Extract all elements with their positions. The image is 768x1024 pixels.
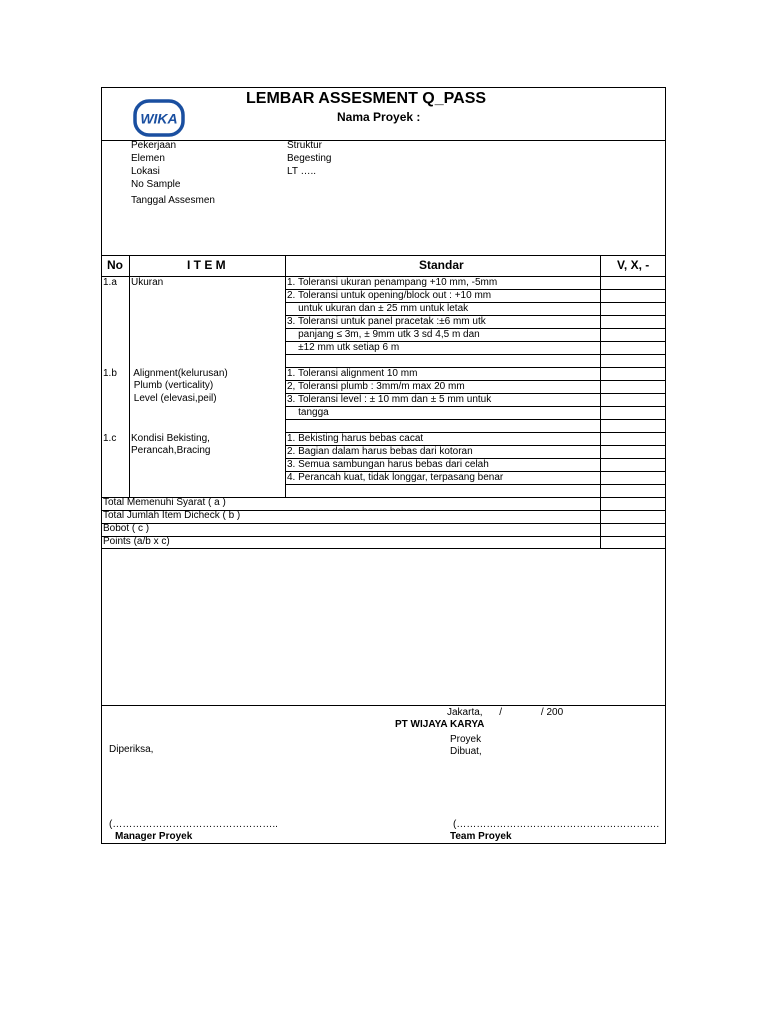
standar-1c-line-3: 3. Semua sambungan harus bebas dari celah	[287, 459, 489, 470]
company-name: PT WIJAYA KARYA	[395, 719, 485, 730]
standar-1b-line-1: 1. Toleransi alignment 10 mm	[287, 368, 418, 379]
dibuat-label: Dibuat,	[450, 746, 482, 757]
place-date: Jakarta, / / 200	[447, 707, 564, 718]
standar-1b-line-4: tangga	[287, 407, 329, 418]
row-item-1b-line-1: Alignment(kelurusan)	[131, 368, 228, 379]
page-title: LEMBAR ASSESMENT Q_PASS	[246, 90, 487, 107]
wika-logo	[133, 99, 185, 137]
standar-1c-line-1: 1. Bekisting harus bebas cacat	[287, 433, 424, 444]
wika-logo-text: WIKA	[140, 110, 178, 127]
standar-1a-line-2: 2. Toleransi untuk opening/block out : +10 mm	[287, 290, 492, 301]
col-header-no: No	[107, 258, 123, 272]
project-name-label: Nama Proyek :	[337, 110, 421, 124]
standar-1a-line-1: 1. Toleransi ukuran penampang +10 mm, -5mm	[287, 277, 498, 288]
info-value-lokasi: LT …..	[287, 166, 317, 177]
standar-1a-line-4: 3. Toleransi untuk panel pracetak :±6 mm utk	[287, 316, 486, 327]
row-item-1c-line-2: Perancah,Bracing	[131, 445, 211, 456]
info-label-lokasi: Lokasi	[131, 166, 160, 177]
signature-line-left: (…………………………………………..	[109, 819, 278, 830]
signature-line-right: (…………………………………………………….	[453, 819, 660, 830]
standar-1a-line-5: panjang ≤ 3m, ± 9mm utk 3 sd 4,5 m dan	[287, 329, 480, 340]
row-no-1a: 1.a	[103, 277, 117, 288]
info-label-no-sample: No Sample	[131, 179, 181, 190]
row-item-1a: Ukuran	[131, 277, 164, 288]
info-label-pekerjaan: Pekerjaan	[131, 140, 177, 151]
role-team-proyek: Team Proyek	[450, 831, 512, 842]
diperiksa-label: Diperiksa,	[109, 744, 154, 755]
row-item-1b-line-3: Level (elevasi,peil)	[131, 393, 217, 404]
standar-1c-line-4: 4. Perancah kuat, tidak longgar, terpasang benar	[287, 472, 504, 483]
bobot: Bobot ( c )	[103, 523, 150, 534]
assessment-sheet	[101, 87, 666, 844]
total-jumlah-item: Total Jumlah Item Dicheck ( b )	[103, 510, 241, 521]
col-header-check: V, X, -	[617, 258, 650, 272]
info-label-elemen: Elemen	[131, 153, 165, 164]
standar-1b-line-2: 2, Toleransi plumb : 3mm/m max 20 mm	[287, 381, 465, 392]
info-value-elemen: Begesting	[287, 153, 332, 164]
col-header-standar: Standar	[419, 258, 464, 272]
row-item-1b-line-2: Plumb (verticality)	[131, 380, 214, 391]
row-no-1c: 1.c	[103, 433, 117, 444]
role-manager-proyek: Manager Proyek	[115, 831, 193, 842]
standar-1a-line-3: untuk ukuran dan ± 25 mm untuk letak	[287, 303, 469, 314]
points: Points (a/b x c)	[103, 536, 170, 547]
standar-1c-line-2: 2. Bagian dalam harus bebas dari kotoran	[287, 446, 473, 457]
standar-1a-line-6: ±12 mm utk setiap 6 m	[287, 342, 400, 353]
standar-1b-line-3: 3. Toleransi level : ± 10 mm dan ± 5 mm untuk	[287, 394, 492, 405]
row-no-1b: 1.b	[103, 368, 117, 379]
info-value-pekerjaan: Struktur	[287, 140, 323, 151]
row-item-1c-line-1: Kondisi Bekisting,	[131, 433, 210, 444]
proyek-label: Proyek	[450, 734, 482, 745]
info-label-tanggal: Tanggal Assesmen	[131, 195, 215, 206]
total-memenuhi-syarat: Total Memenuhi Syarat ( a )	[103, 497, 226, 508]
col-header-item: I T E M	[187, 258, 226, 272]
